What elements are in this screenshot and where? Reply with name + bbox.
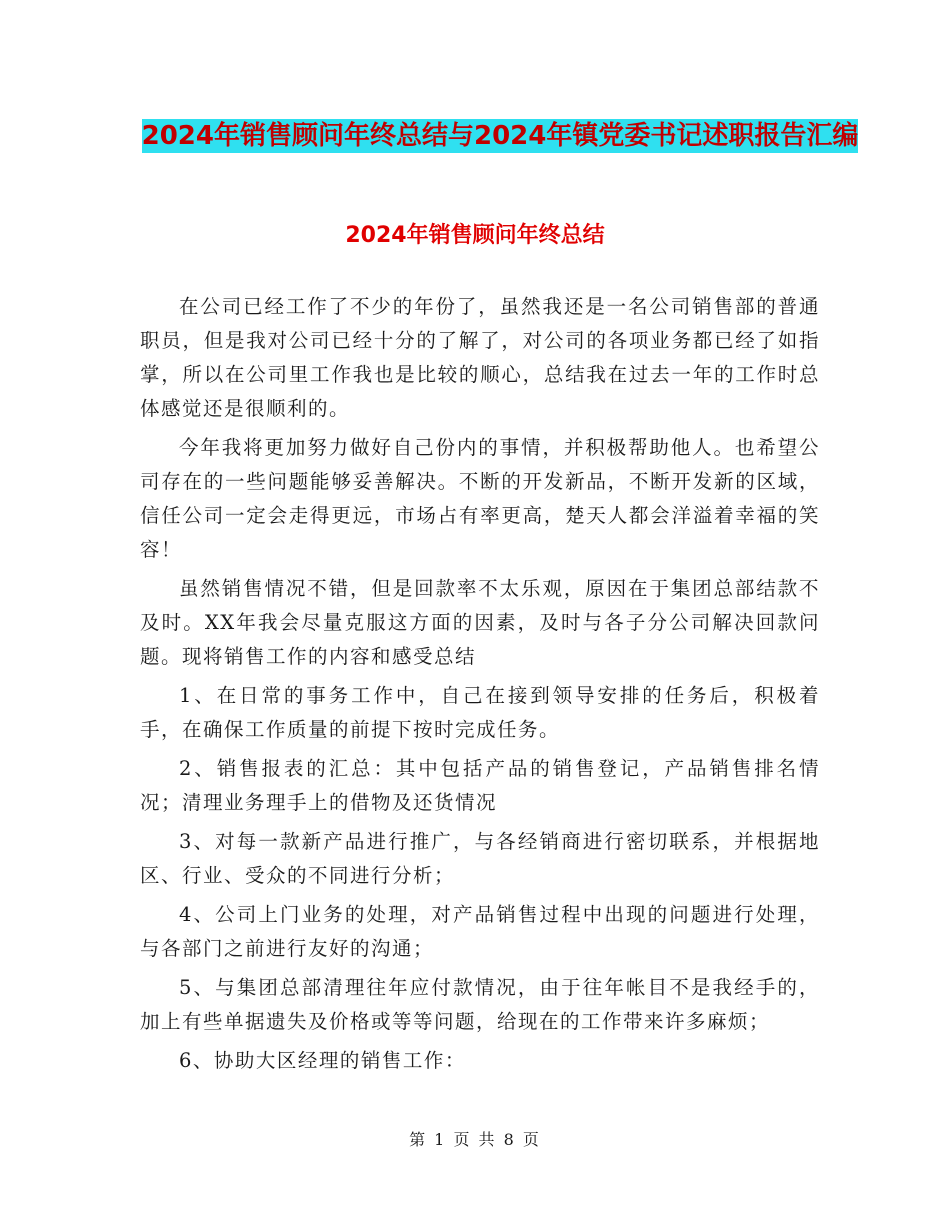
paragraph: 在公司已经工作了不少的年份了，虽然我还是一名公司销售部的普通职员，但是我对公司已经十分的了解了，对公司的各项业务都已经了如指掌，所以在公司里工作我也是比较的顺心，总结我在过去一年的工作时总体感觉还是很顺利的。 xyxy=(140,295,820,420)
page-footer: 第 1 页 共 8 页 xyxy=(409,1130,541,1149)
document-body xyxy=(140,290,820,1083)
paragraph: 今年我将更加努力做好自己份内的事情，并积极帮助他人。也希望公司存在的一些问题能够妥善解决。不断的开发新品，不断开发新的区域，信任公司一定会走得更远，市场占有率更高，楚天人都会洋溢着幸福的笑容！ xyxy=(140,436,820,561)
list-item: 3、对每一款新产品进行推广，与各经销商进行密切联系，并根据地区、行业、受众的不同进行分析； xyxy=(140,830,820,887)
paragraph: 虽然销售情况不错，但是回款率不太乐观，原因在于集团总部结款不及时。XX年我会尽量克服这方面的因素，及时与各子分公司解决回款问题。现将销售工作的内容和感受总结 xyxy=(140,577,820,668)
list-item: 4、公司上门业务的处理，对产品销售过程中出现的问题进行处理，与各部门之前进行友好的沟通； xyxy=(140,903,820,960)
section-title: 2024年销售顾问年终总结 xyxy=(345,223,605,248)
document-title-text: 2024年销售顾问年终总结与2024年镇党委书记述职报告汇编 xyxy=(141,121,859,151)
document-title xyxy=(140,112,860,160)
list-item: 6、协助大区经理的销售工作： xyxy=(179,1049,466,1072)
list-item: 5、与集团总部清理往年应付款情况，由于往年帐目不是我经手的，加上有些单据遗失及价格或等等问题，给现在的工作带来许多麻烦； xyxy=(140,976,820,1033)
list-item: 1、在日常的事务工作中，自己在接到领导安排的任务后，积极着手，在确保工作质量的前提下按时完成任务。 xyxy=(140,684,820,741)
list-item: 2、销售报表的汇总：其中包括产品的销售登记，产品销售排名情况；清理业务理手上的借物及还货情况 xyxy=(140,757,820,814)
